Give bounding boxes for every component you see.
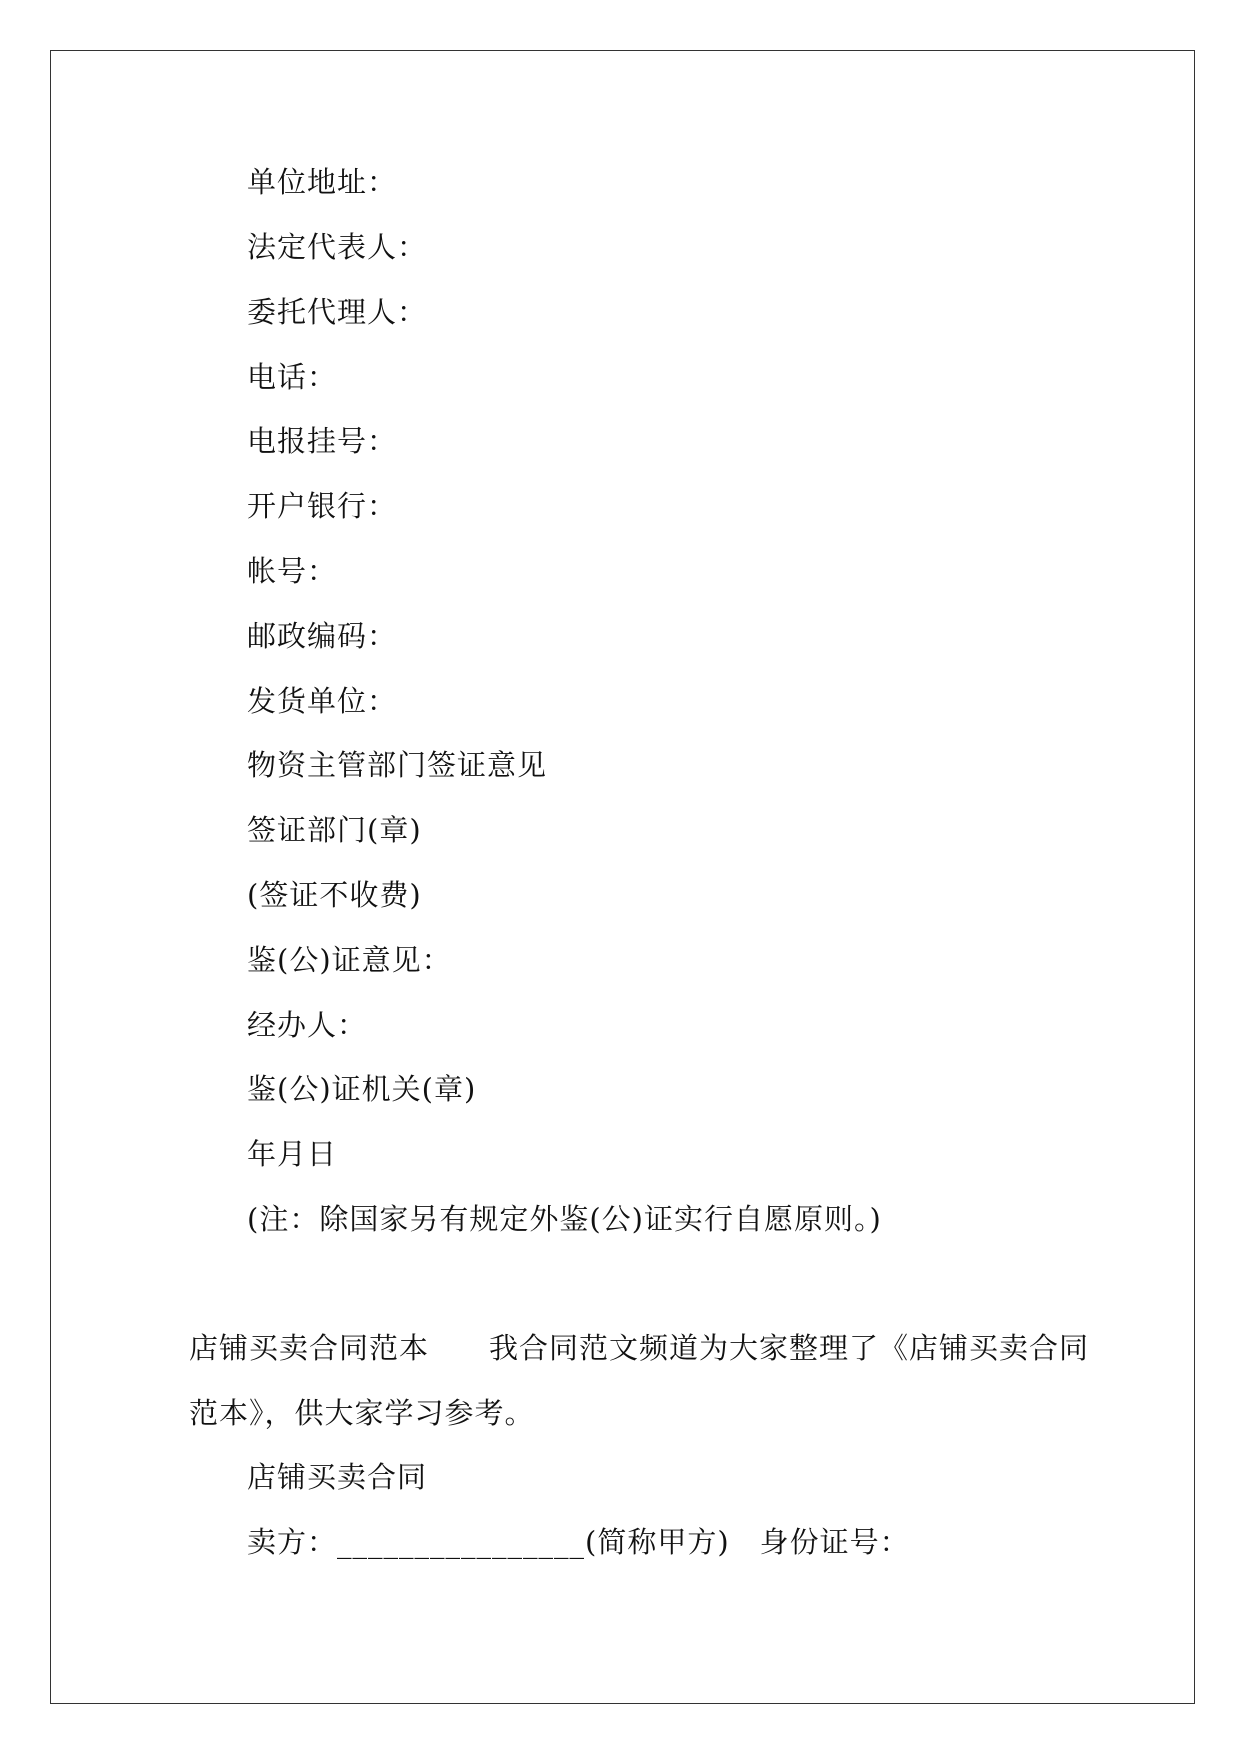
field-authorized-agent: 委托代理人： [247,295,428,329]
field-account: 帐号： [247,554,338,588]
notary-opinion: 鉴(公)证意见： [247,943,452,977]
field-phone: 电话： [247,360,338,394]
article-intro-line-2: 范本》，供大家学习参考。 [189,1396,535,1430]
notary-note: (注：除国家另有规定外鉴(公)证实行自愿原则。) [247,1202,882,1236]
field-bank: 开户银行： [247,489,398,523]
visa-no-fee-note: (签证不收费) [247,878,422,912]
notary-office-seal: 鉴(公)证机关(章) [247,1072,477,1106]
date-line: 年月日 [247,1137,338,1171]
article-intro-line-1: 店铺买卖合同范本 我合同范文频道为大家整理了《店铺买卖合同 [189,1331,1090,1365]
field-telegraph: 电报挂号： [247,424,398,458]
field-unit-address: 单位地址： [247,165,398,199]
handler-field: 经办人： [247,1008,368,1042]
field-postal-code: 邮政编码： [247,619,398,653]
page-frame [50,50,1195,1704]
field-legal-representative: 法定代表人： [247,230,428,264]
visa-department-seal: 签证部门(章) [247,813,422,847]
seller-line: 卖方：________________(简称甲方) 身份证号： [247,1525,910,1559]
field-shipping-unit: 发货单位： [247,684,398,718]
visa-opinion-heading: 物资主管部门签证意见 [247,748,548,782]
contract-title: 店铺买卖合同 [247,1460,428,1494]
